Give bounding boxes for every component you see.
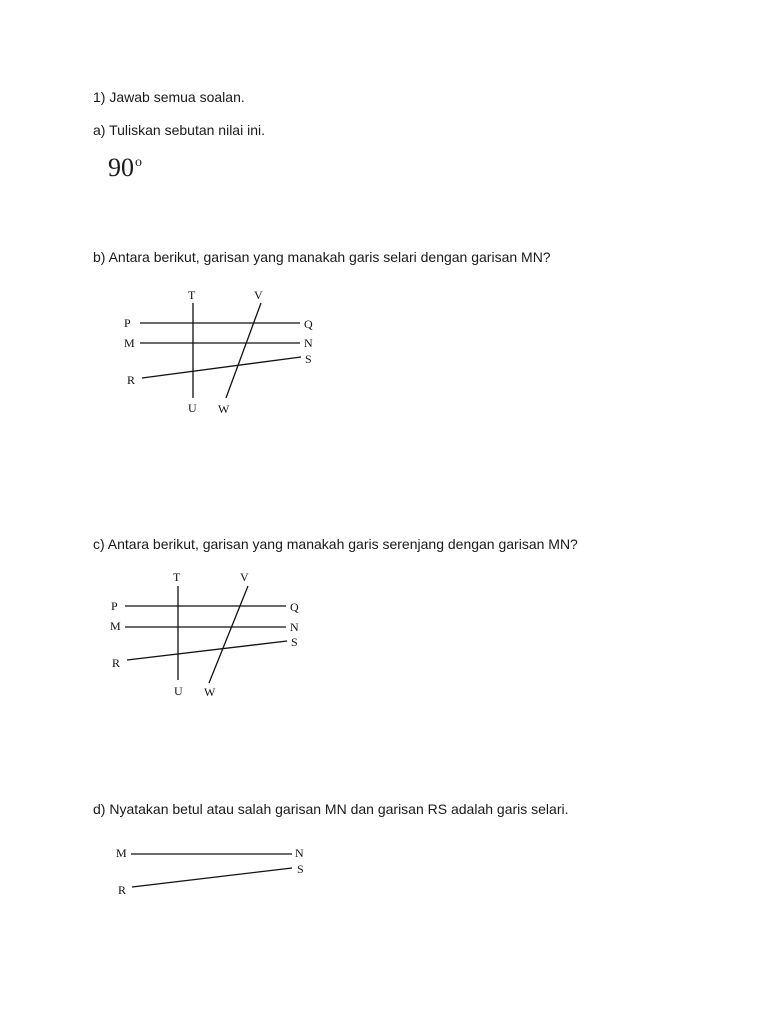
label-q: Q bbox=[304, 317, 313, 331]
label-r: R bbox=[127, 373, 136, 387]
question-b: b) Antara berikut, garisan yang manakah garis selari dengan garisan MN? bbox=[93, 249, 551, 265]
label-u: U bbox=[174, 684, 183, 698]
line-rs bbox=[142, 357, 301, 378]
label-n: N bbox=[290, 620, 299, 634]
line-rs bbox=[132, 868, 292, 887]
label-p: P bbox=[111, 599, 118, 613]
label-r: R bbox=[112, 656, 121, 670]
label-n: N bbox=[304, 336, 313, 350]
label-r: R bbox=[118, 883, 127, 897]
label-m: M bbox=[110, 619, 121, 633]
label-v: V bbox=[254, 288, 263, 302]
question-c: c) Antara berikut, garisan yang manakah garis serenjang dengan garisan MN? bbox=[93, 536, 578, 552]
label-v: V bbox=[240, 570, 249, 584]
label-s: S bbox=[297, 862, 304, 876]
label-t: T bbox=[173, 570, 181, 584]
label-u: U bbox=[188, 401, 197, 415]
angle-number: 90 bbox=[108, 153, 134, 182]
figure-b bbox=[124, 288, 313, 416]
label-s: S bbox=[305, 352, 312, 366]
line-vw bbox=[226, 303, 261, 398]
label-t: T bbox=[188, 288, 196, 302]
label-w: W bbox=[218, 402, 230, 416]
question-a: a) Tuliskan sebutan nilai ini. bbox=[93, 122, 265, 138]
label-p: P bbox=[124, 316, 131, 330]
question-d: d) Nyatakan betul atau salah garisan MN dan garisan RS adalah garis selari. bbox=[93, 801, 569, 817]
degree-symbol: o bbox=[135, 155, 142, 170]
label-s: S bbox=[291, 635, 298, 649]
line-vw bbox=[209, 586, 248, 683]
label-m: M bbox=[116, 846, 127, 860]
label-q: Q bbox=[290, 600, 299, 614]
instruction-text: 1) Jawab semua soalan. bbox=[93, 89, 245, 105]
label-m: M bbox=[124, 336, 135, 350]
line-rs bbox=[127, 641, 287, 660]
figure-c bbox=[110, 570, 299, 699]
figure-d bbox=[116, 846, 304, 897]
label-w: W bbox=[204, 685, 216, 699]
label-n: N bbox=[295, 846, 304, 860]
